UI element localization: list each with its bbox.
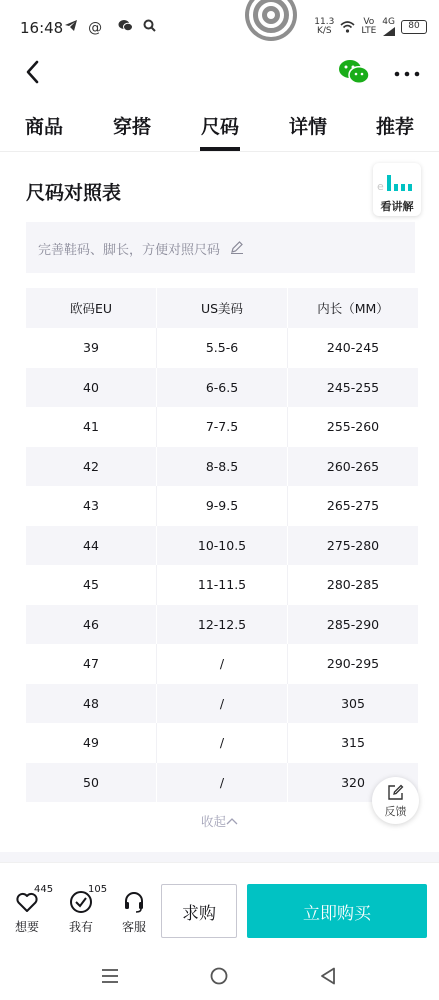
prompt-text: 完善鞋码、脚长，方便对照尺码 — [38, 243, 221, 258]
collapse-label: 收起 — [200, 814, 226, 829]
table-cell: 6-6.5 — [157, 368, 288, 408]
buy-now-button[interactable]: 立即购买 — [247, 884, 427, 938]
table-row — [26, 407, 418, 447]
table-cell: 5.5-6 — [157, 328, 288, 368]
battery-icon: 80 — [401, 20, 427, 34]
table-body — [26, 328, 418, 802]
explain-logo-icon — [377, 171, 417, 193]
table-cell: 11-11.5 — [157, 565, 288, 605]
table-row — [26, 526, 418, 566]
table-cell: 41 — [26, 407, 157, 447]
tab-active-indicator — [200, 147, 240, 151]
table-cell: / — [157, 763, 288, 803]
table-cell: 12-12.5 — [157, 605, 288, 645]
feedback-label: 反馈 — [384, 805, 407, 818]
section-divider — [0, 852, 439, 862]
tab-size[interactable]: 尺码 — [201, 116, 240, 138]
explain-button[interactable] — [373, 163, 421, 216]
signal-icon — [383, 27, 395, 36]
table-row — [26, 328, 418, 368]
seek-button[interactable]: 求购 — [161, 884, 237, 938]
table-row — [26, 644, 418, 684]
table-cell: 40 — [26, 368, 157, 408]
net-speed: 11.3 K/S — [314, 17, 335, 36]
status-bar — [0, 0, 439, 54]
at-icon: @ — [88, 20, 109, 36]
table-cell: 44 — [26, 526, 157, 566]
home-circle-icon[interactable] — [210, 967, 228, 985]
table-cell: 39 — [26, 328, 157, 368]
tab-recommend[interactable]: 推荐 — [376, 116, 415, 138]
table-cell: 320 — [341, 774, 365, 790]
chevron-up-icon — [226, 817, 238, 826]
table-cell: 50 — [26, 763, 157, 803]
table-row — [26, 763, 418, 803]
tab-product[interactable]: 商品 — [25, 116, 64, 138]
table-cell: 9-9.5 — [157, 486, 288, 526]
screen-record-icon — [244, 0, 298, 42]
table-cell: 255-260 — [326, 419, 380, 435]
tab-bar — [0, 110, 439, 152]
size-table — [26, 288, 418, 802]
telegram-icon — [64, 19, 78, 32]
table-cell: 43 — [26, 486, 157, 526]
table-cell: 42 — [26, 447, 157, 487]
table-cell: 47 — [26, 644, 157, 684]
feedback-button[interactable] — [372, 777, 419, 824]
table-row — [26, 447, 418, 487]
want-label: 想要 — [14, 920, 39, 934]
table-cell: 7-7.5 — [157, 407, 288, 447]
table-cell: 49 — [26, 723, 157, 763]
wechat-icon[interactable] — [338, 58, 370, 86]
own-label: 我有 — [68, 920, 93, 934]
table-row — [26, 723, 418, 763]
top-header — [0, 54, 439, 94]
own-count: 105 — [88, 884, 108, 895]
wifi-icon — [340, 21, 355, 33]
table-cell: 46 — [26, 605, 157, 645]
table-cell: 245-255 — [326, 379, 380, 395]
table-cell: / — [157, 644, 288, 684]
status-notification-icons — [64, 19, 156, 36]
table-row — [26, 605, 418, 645]
system-nav-bar — [0, 948, 439, 1000]
column-header: 内长（MM） — [317, 301, 389, 316]
search-icon — [143, 19, 156, 32]
status-time: 16:48 — [20, 19, 64, 37]
table-cell: 260-265 — [326, 458, 380, 474]
table-cell: 315 — [341, 735, 365, 751]
signal-4g-label: 4G — [382, 17, 395, 27]
tab-outfit[interactable]: 穿搭 — [113, 116, 152, 138]
want-button[interactable] — [12, 884, 54, 936]
tab-details[interactable]: 详情 — [289, 116, 328, 138]
table-cell: 290-295 — [326, 656, 380, 672]
status-right-icons — [314, 18, 427, 36]
table-cell: 10-10.5 — [157, 526, 288, 566]
wechat-small-icon — [118, 19, 133, 32]
table-cell: 8-8.5 — [157, 447, 288, 487]
service-label: 客服 — [121, 920, 146, 934]
table-cell: 265-275 — [326, 498, 380, 514]
svg-text:e: e — [377, 180, 384, 193]
back-triangle-icon[interactable] — [320, 967, 336, 985]
table-cell: / — [157, 723, 288, 763]
table-row — [26, 486, 418, 526]
signal-4g — [382, 18, 395, 36]
pencil-icon — [230, 240, 244, 254]
table-row — [26, 368, 418, 408]
volte-label: Vo LTE — [361, 17, 377, 36]
bottom-action-bar — [0, 862, 439, 948]
table-cell: / — [157, 684, 288, 724]
table-cell: 240-245 — [326, 340, 380, 356]
want-count: 445 — [34, 884, 54, 895]
foot-info-prompt[interactable] — [26, 222, 415, 273]
customer-service-button[interactable] — [119, 890, 149, 936]
own-button[interactable] — [66, 884, 108, 936]
table-cell: 45 — [26, 565, 157, 605]
table-cell: 305 — [341, 695, 365, 711]
headset-icon — [122, 890, 146, 914]
size-chart-title: 尺码对照表 — [26, 182, 122, 204]
chevron-left-icon[interactable] — [20, 58, 48, 86]
column-header: 欧码EU — [26, 288, 157, 328]
table-cell: 275-280 — [326, 537, 380, 553]
table-row — [26, 565, 418, 605]
column-header: US美码 — [157, 288, 288, 328]
table-cell: 48 — [26, 684, 157, 724]
table-row — [26, 684, 418, 724]
explain-label: 看讲解 — [380, 200, 414, 213]
edit-square-icon — [387, 784, 404, 801]
table-cell: 280-285 — [326, 577, 380, 593]
more-dots-icon[interactable] — [392, 58, 422, 86]
table-cell: 285-290 — [326, 616, 380, 632]
table-header-row — [26, 288, 418, 328]
menu-icon[interactable] — [101, 968, 119, 984]
